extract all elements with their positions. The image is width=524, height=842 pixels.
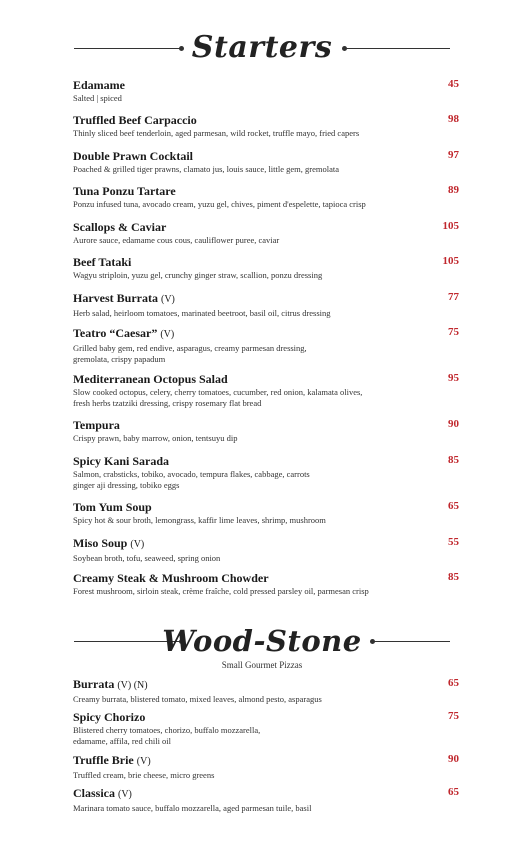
item-name: Mediterranean Octopus Salad — [73, 372, 228, 386]
item-price: 55 — [448, 536, 459, 548]
menu-item — [73, 149, 459, 175]
item-description: Grilled baby gem, red endive, asparagus, creamy parmesan dressing, — [73, 343, 307, 353]
item-name: Miso Soup — [73, 536, 128, 550]
item-description: Ponzu infused tuna, avocado cream, yuzu gel, chives, piment d'espelette, tapioca crisp — [73, 199, 366, 209]
item-description-line2: fresh herbs tzatziki dressing, crispy rosemary flat bread — [73, 398, 262, 408]
item-description-line2: gremolata, crispy papadum — [73, 354, 166, 364]
woodstone-header — [0, 621, 524, 661]
item-description: Blistered cherry tomatoes, chorizo, buffalo mozzarella, — [73, 725, 261, 735]
item-name: Edamame — [73, 78, 125, 92]
item-price: 105 — [442, 255, 459, 267]
menu-item — [73, 255, 459, 281]
divider-dot — [370, 639, 375, 644]
woodstone-subtitle: Small Gourmet Pizzas — [221, 660, 303, 670]
item-description-line2: ginger aji dressing, tobiko eggs — [73, 480, 180, 490]
item-description: Soybean broth, tofu, seaweed, spring onion — [73, 553, 221, 563]
item-description: Crispy prawn, baby marrow, onion, tentsuyu dip — [73, 433, 238, 443]
item-name: Beef Tataki — [73, 255, 132, 269]
right-divider — [372, 641, 450, 642]
item-description: Marinara tomato sauce, buffalo mozzarella, aged parmesan tuile, basil — [73, 803, 312, 813]
item-price: 65 — [448, 500, 459, 512]
item-description: Slow cooked octopus, celery, cherry tomatoes, cucumber, red onion, kalamata olives, — [73, 387, 363, 397]
item-name: Creamy Steak & Mushroom Chowder — [73, 571, 269, 585]
right-divider — [344, 48, 450, 49]
menu-item — [73, 113, 459, 139]
item-description: Wagyu striploin, yuzu gel, crunchy ginger straw, scallion, ponzu dressing — [73, 270, 323, 280]
item-price: 95 — [448, 372, 459, 384]
item-description: Poached & grilled tiger prawns, clamato jus, louis sauce, little gem, gremolata — [73, 164, 340, 174]
menu-item — [73, 536, 459, 564]
menu-item — [73, 418, 459, 444]
dietary-tag: (V) (N) — [117, 680, 148, 691]
item-price: 77 — [448, 291, 459, 303]
menu-item — [73, 786, 459, 814]
item-price: 90 — [448, 753, 459, 765]
item-price: 65 — [448, 677, 459, 689]
item-name: Spicy Kani Sarada — [73, 454, 170, 468]
item-price: 75 — [448, 710, 459, 722]
menu-item — [73, 78, 459, 104]
item-name: Truffle Brie — [73, 753, 134, 767]
item-name: Double Prawn Cocktail — [73, 149, 193, 163]
item-name: Tuna Ponzu Tartare — [73, 184, 176, 198]
item-description: Herb salad, heirloom tomatoes, marinated beetroot, basil oil, citrus dressing — [73, 308, 331, 318]
item-description: Salted | spiced — [73, 93, 122, 103]
item-price: 98 — [448, 113, 459, 125]
item-price: 105 — [442, 220, 459, 232]
menu-item — [73, 677, 459, 705]
item-name: Scallops & Caviar — [73, 220, 167, 234]
item-name: Tom Yum Soup — [73, 500, 152, 514]
item-description: Salmon, crabsticks, tobiko, avocado, tempura flakes, cabbage, carrots — [73, 469, 310, 479]
item-description: Aurore sauce, edamame cous cous, cauliflower puree, caviar — [73, 235, 280, 245]
dietary-tag: (V) — [136, 756, 151, 767]
item-name: Harvest Burrata — [73, 291, 158, 305]
item-description: Spicy hot & sour broth, lemongrass, kaffir lime leaves, shrimp, mushroom — [73, 515, 326, 525]
item-price: 45 — [448, 78, 459, 90]
menu-item — [73, 372, 459, 409]
item-description: Truffled cream, brie cheese, micro greens — [73, 770, 215, 780]
item-description: Creamy burrata, blistered tomato, mixed leaves, almond pesto, asparagus — [73, 694, 322, 704]
divider-dot — [342, 46, 347, 51]
item-price: 89 — [448, 184, 459, 196]
woodstone-title: Wood-Stone — [162, 624, 362, 658]
starters-title: Starters — [191, 30, 333, 65]
item-price: 65 — [448, 786, 459, 798]
item-price: 75 — [448, 326, 459, 338]
menu-item — [73, 220, 459, 246]
item-price: 85 — [448, 454, 459, 466]
item-name: Teatro “Caesar” — [73, 326, 158, 340]
item-name: Truffled Beef Carpaccio — [73, 113, 197, 127]
menu-item — [73, 500, 459, 526]
menu-item — [73, 710, 459, 747]
dietary-tag: (V) — [130, 539, 145, 550]
item-price: 97 — [448, 149, 459, 161]
menu-item — [73, 326, 459, 365]
dietary-tag: (V) — [160, 329, 175, 340]
dietary-tag: (V) — [160, 294, 175, 305]
item-description: Forest mushroom, sirloin steak, crème fraîche, cold pressed parsley oil, parmesan crisp — [73, 586, 369, 596]
menu-item — [73, 454, 459, 491]
item-description: Thinly sliced beef tenderloin, aged parmesan, wild rocket, truffle mayo, fried capers — [73, 128, 360, 138]
starters-header — [0, 28, 524, 68]
item-description-line2: edamame, affila, red chili oil — [73, 736, 172, 746]
item-name: Tempura — [73, 418, 120, 432]
item-price: 85 — [448, 571, 459, 583]
item-price: 90 — [448, 418, 459, 430]
item-name: Burrata — [73, 677, 115, 691]
menu-item — [73, 571, 459, 597]
menu-item — [73, 184, 459, 210]
menu-item — [73, 291, 459, 319]
item-name: Classica — [73, 786, 115, 800]
dietary-tag: (V) — [118, 789, 132, 800]
item-name: Spicy Chorizo — [73, 710, 146, 724]
menu-item — [73, 753, 459, 781]
